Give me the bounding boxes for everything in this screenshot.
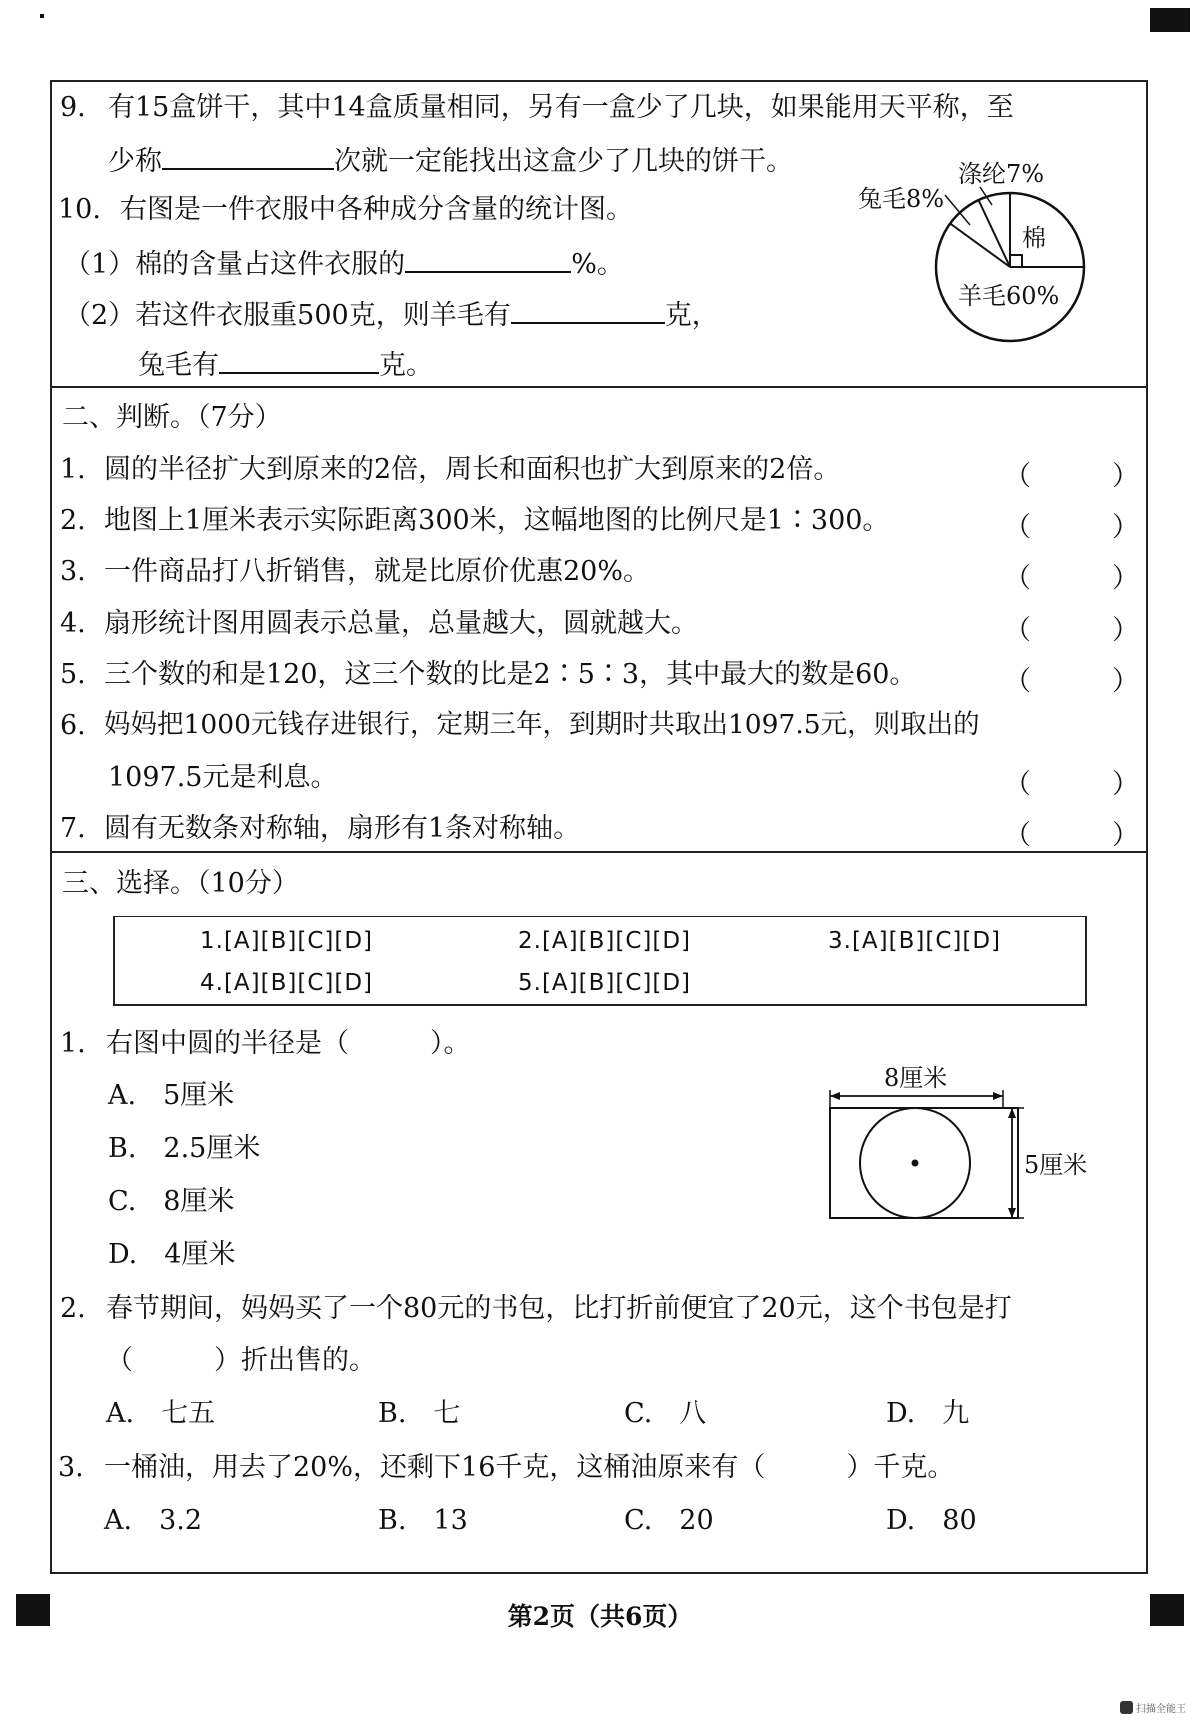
mc3-option-d[interactable]: D. 80 (886, 1505, 977, 1536)
scanner-watermark-text: 扫描全能王 (1136, 1704, 1186, 1715)
mc3-option-c[interactable]: C. 20 (624, 1505, 714, 1536)
divider-section2 (50, 386, 1148, 388)
mc1-option-d[interactable]: D. 4厘米 (108, 1239, 236, 1270)
scanner-watermark (1120, 1700, 1186, 1715)
q10-wool-blank[interactable] (511, 298, 665, 324)
q9-line2-before: 少称 (108, 146, 162, 177)
mc2-option-b[interactable]: B. 七 (378, 1398, 461, 1429)
circle-rectangle-figure (820, 1062, 1100, 1224)
q10-part2-line2-after: 克。 (379, 350, 433, 381)
width-arrow-right (993, 1092, 1003, 1100)
q10-part2-before: 若这件衣服重500克，则羊毛有 (135, 300, 511, 331)
q10-number: 10. (58, 194, 101, 225)
mc2-option-a[interactable]: A. 七五 (106, 1398, 216, 1429)
dot-mark (40, 14, 44, 18)
tf-text-3: 一件商品打八折销售，就是比原价优惠20%。 (104, 556, 651, 587)
q9-answer-blank[interactable] (162, 144, 334, 170)
answer-sheet-item-5[interactable]: 5.[A][B][C][D] (518, 970, 692, 996)
q10-stem: 右图是一件衣服中各种成分含量的统计图。 (120, 194, 633, 225)
mc3-stem: 一桶油，用去了20%，还剩下16千克，这桶油原来有（ ）千克。 (104, 1452, 955, 1483)
tf-answer-paren-5[interactable]: （ ） (1004, 666, 1139, 697)
answer-sheet-item-2[interactable]: 2.[A][B][C][D] (518, 928, 692, 954)
figure-height-label: 5厘米 (1024, 1151, 1088, 1179)
mc2-option-c[interactable]: C. 八 (624, 1398, 707, 1429)
mc1-option-b[interactable]: B. 2.5厘米 (108, 1133, 261, 1164)
answer-sheet-item-3[interactable]: 3.[A][B][C][D] (828, 928, 1002, 954)
figure-rectangle (830, 1108, 1018, 1218)
mc1-number: 1. (60, 1028, 86, 1059)
tf-number-4: 4. (60, 608, 86, 639)
q10-part1-after: %。 (571, 249, 624, 280)
tf-number-3: 3. (60, 556, 86, 587)
width-arrow-left (830, 1092, 840, 1100)
tf-text-5: 三个数的和是120，这三个数的比是2∶5∶3，其中最大的数是60。 (104, 659, 917, 690)
tf-answer-paren-7[interactable]: （ ） (1004, 820, 1139, 851)
tf-text-7: 圆有无数条对称轴，扇形有1条对称轴。 (104, 813, 581, 844)
mc2-number: 2. (60, 1293, 86, 1324)
tf-answer-paren-3[interactable]: （ ） (1004, 563, 1139, 594)
q10-part1-blank[interactable] (405, 247, 571, 273)
section3-title: 三、选择。（10分） (62, 868, 299, 899)
pie-radius-4 (979, 200, 1011, 267)
mc2-stem-line2: （ ）折出售的。 (106, 1345, 376, 1376)
pie-label-rabbit: 兔毛8% (858, 185, 945, 213)
tf-text-6: 妈妈把1000元钱存进银行，定期三年，到期时共取出1097.5元，则取出的 (104, 709, 980, 740)
q10-part1 (64, 247, 624, 278)
tf-text-6-line2: 1097.5元是利息。 (108, 762, 338, 793)
q10-part1-label: （1） (64, 249, 136, 280)
tf-number-6: 6. (60, 710, 86, 741)
tf-text-1: 圆的半径扩大到原来的2倍，周长和面积也扩大到原来的2倍。 (104, 454, 841, 485)
height-arrow-top (1008, 1108, 1016, 1118)
leader-rabbit (945, 195, 970, 225)
tf-number-1: 1. (60, 454, 86, 485)
q9-line2-after: 次就一定能找出这盒少了几块的饼干。 (334, 146, 793, 177)
q10-part2-line2-before: 兔毛有 (138, 350, 219, 381)
mc3-option-a[interactable]: A. 3.2 (104, 1505, 203, 1536)
height-arrow-bottom (1008, 1208, 1016, 1218)
scanner-logo-icon (1120, 1701, 1133, 1714)
q10-part2-after: 克， (664, 300, 719, 331)
figure-center-dot (912, 1160, 919, 1167)
tf-text-2: 地图上1厘米表示实际距离300米，这幅地图的比例尺是1∶300。 (104, 505, 890, 536)
mc1-option-c[interactable]: C. 8厘米 (108, 1186, 235, 1217)
tf-answer-paren-4[interactable]: （ ） (1004, 615, 1139, 646)
q10-part2-label: （2） (64, 300, 136, 331)
q10-rabbit-blank[interactable] (219, 348, 379, 374)
q10-part2-line2 (138, 348, 433, 379)
q10-part1-before: 棉的含量占这件衣服的 (135, 249, 406, 280)
mc3-option-b[interactable]: B. 13 (378, 1505, 468, 1536)
pie-label-cotton: 棉 (1022, 224, 1046, 252)
mc2-option-d[interactable]: D. 九 (886, 1398, 970, 1429)
tf-number-5: 5. (60, 659, 86, 690)
q10-part2 (64, 298, 719, 329)
fabric-pie-chart (850, 150, 1100, 350)
tf-number-2: 2. (60, 505, 86, 536)
tf-answer-paren-1[interactable]: （ ） (1004, 461, 1139, 492)
tf-text-4: 扇形统计图用圆表示总量，总量越大，圆就越大。 (104, 608, 698, 639)
mc1-option-a[interactable]: A. 5厘米 (108, 1080, 235, 1111)
corner-mark-top-right (1150, 8, 1190, 32)
pie-label-polyester: 涤纶7% (958, 160, 1045, 188)
right-angle-marker (1010, 255, 1022, 267)
divider-section3 (50, 851, 1148, 853)
mc2-stem: 春节期间，妈妈买了一个80元的书包，比打折前便宜了20元，这个书包是打 (106, 1293, 1012, 1324)
q9-line2 (108, 144, 793, 175)
mc3-number: 3. (58, 1452, 84, 1483)
section2-title: 二、判断。（7分） (62, 402, 282, 433)
pie-radius-3 (950, 224, 1010, 268)
page-number: 第2页（共6页） (507, 1602, 693, 1631)
q9-number: 9. (60, 92, 86, 123)
q9-line1: 有15盒饼干，其中14盒质量相同，另有一盒少了几块，如果能用天平称，至 (108, 92, 1014, 123)
tf-number-7: 7. (60, 813, 86, 844)
tf-answer-paren-2[interactable]: （ ） (1004, 512, 1139, 543)
tf-answer-paren-6[interactable]: （ ） (1004, 769, 1139, 800)
answer-sheet-item-4[interactable]: 4.[A][B][C][D] (200, 970, 374, 996)
mc1-stem: 右图中圆的半径是（ ）。 (106, 1028, 471, 1059)
figure-width-label: 8厘米 (884, 1064, 948, 1092)
answer-sheet-item-1[interactable]: 1.[A][B][C][D] (200, 928, 374, 954)
pie-label-wool: 羊毛60% (958, 282, 1060, 310)
